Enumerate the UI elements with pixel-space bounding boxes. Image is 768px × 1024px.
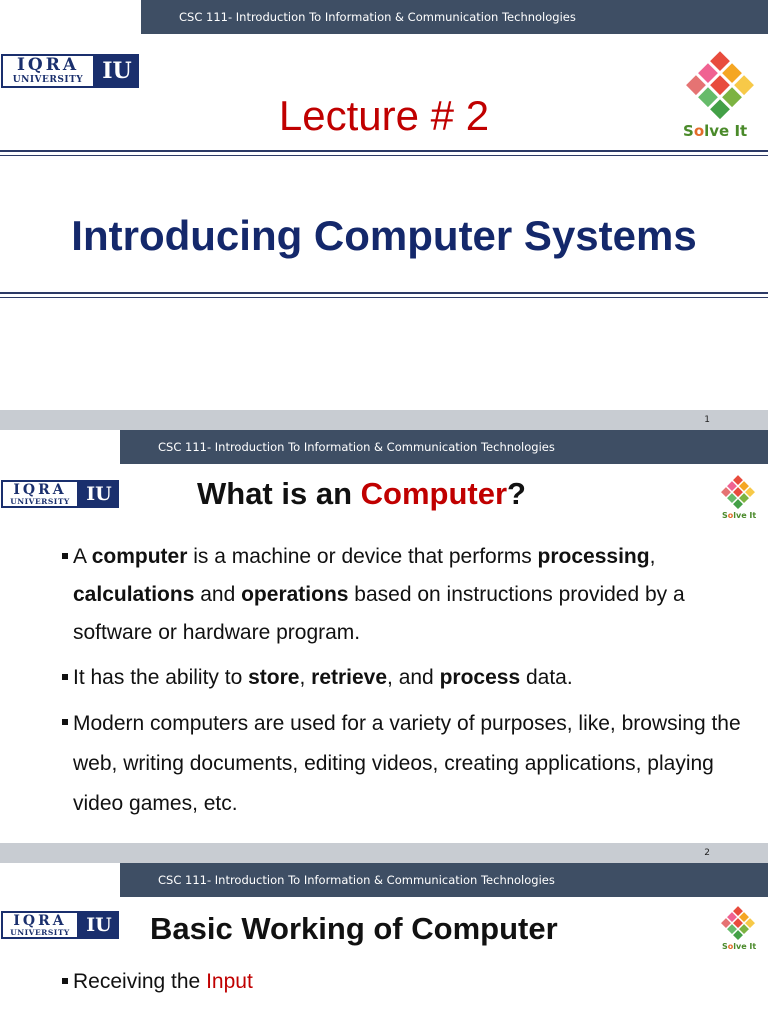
- iqra-university-logo: [1, 480, 119, 508]
- solve-logo-rest: lve It: [733, 511, 757, 520]
- course-header-band: [120, 430, 768, 464]
- slide-number: 1: [704, 415, 710, 425]
- course-header-band: [141, 0, 768, 34]
- heading-text: What is an: [197, 476, 361, 511]
- slide-basic-working: [0, 843, 768, 1024]
- divider-bottom: [0, 292, 768, 298]
- course-title: CSC 111- Introduction To Information & Communication Technologies: [179, 10, 576, 24]
- iqra-logo-mark: IU: [79, 911, 119, 939]
- solve-logo-o: o: [727, 942, 734, 951]
- slide-separator-band: [0, 410, 768, 430]
- slide-what-is-computer: [0, 410, 768, 843]
- slide-separator-band: [0, 843, 768, 863]
- bullet-item-uses: Modern computers are used for a variety of purposes, like, browsing the web, writing documents, editing videos, creating applications, playing video games, etc.: [60, 704, 750, 824]
- lecture-number: Lecture # 2: [278, 92, 490, 139]
- iqra-logo-mark: IU: [95, 54, 139, 88]
- iqra-university-logo: [1, 911, 119, 939]
- slide-title: [0, 0, 768, 410]
- rubiks-cube-icon: [718, 905, 758, 941]
- solve-logo-rest: lve It: [733, 942, 757, 951]
- iqra-logo-university: UNIVERSITY: [10, 496, 70, 506]
- heading-highlight: Computer: [360, 476, 508, 511]
- rubiks-cube-icon: [718, 474, 758, 510]
- course-title: CSC 111- Introduction To Information & Communication Technologies: [158, 873, 555, 887]
- solve-it-logo: [718, 474, 764, 524]
- bullet-item-abilities: It has the ability to store, retrieve, and process data.: [60, 659, 750, 697]
- heading-punctuation: ?: [507, 476, 526, 511]
- iqra-university-logo: [1, 54, 139, 88]
- iqra-logo-mark: IU: [79, 480, 119, 508]
- iqra-logo-word: IQRA: [13, 912, 67, 929]
- solve-logo-s: S: [683, 122, 694, 140]
- course-title: CSC 111- Introduction To Information & Communication Technologies: [158, 440, 555, 454]
- solve-it-logo: [718, 905, 764, 955]
- iqra-logo-university: UNIVERSITY: [10, 927, 70, 937]
- solve-logo-o: o: [727, 511, 734, 520]
- bullet-item-definition: A computer is a machine or device that performs processing, calculations and operations based on instructions provided by a software or hardware program.: [60, 538, 750, 652]
- slide-heading: Basic Working of Computer: [150, 911, 558, 946]
- slide-heading: [197, 476, 526, 512]
- solve-logo-s: S: [722, 942, 728, 951]
- bullet-list: [60, 538, 750, 831]
- solve-logo-o: o: [693, 122, 705, 140]
- iqra-logo-word: IQRA: [16, 55, 80, 75]
- divider-top: [0, 150, 768, 156]
- course-header-band: [120, 863, 768, 897]
- iqra-logo-university: UNIVERSITY: [12, 75, 84, 85]
- main-title: Introducing Computer Systems: [71, 212, 697, 259]
- slide-number: 2: [704, 848, 710, 858]
- iqra-logo-word: IQRA: [13, 481, 67, 498]
- bullet-list: [60, 963, 750, 1008]
- solve-logo-s: S: [722, 511, 728, 520]
- bullet-item-input: Receiving the Input: [60, 963, 750, 1001]
- solve-logo-rest: lve It: [704, 122, 748, 140]
